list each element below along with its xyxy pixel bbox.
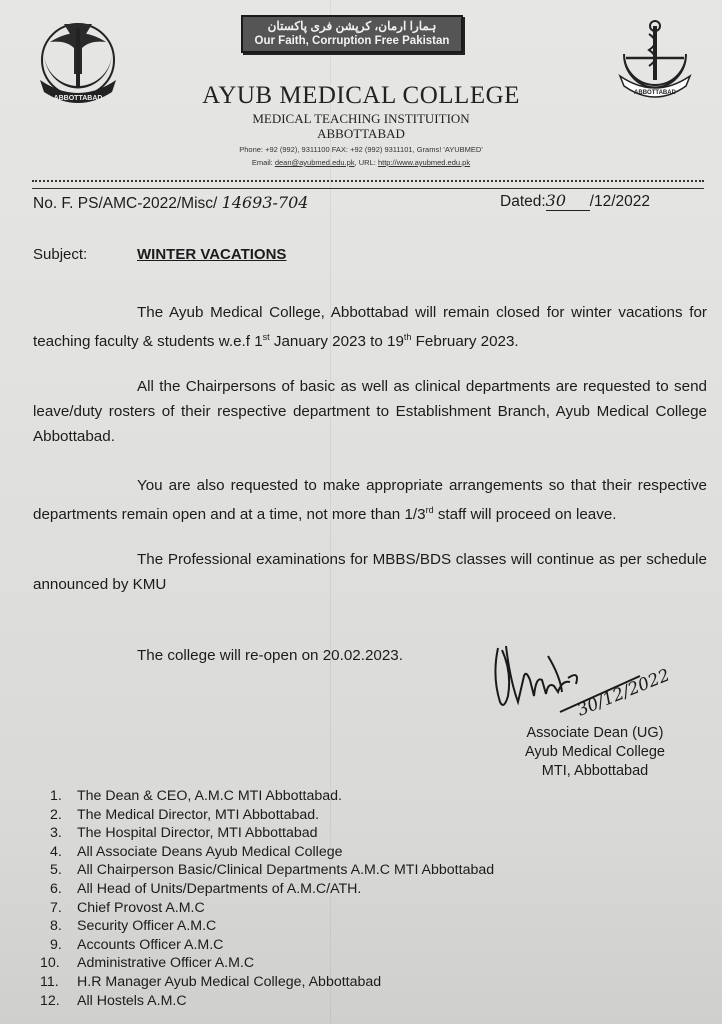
copy-to-number: 10.	[40, 955, 60, 972]
paragraph-arrangements	[33, 473, 707, 527]
logo-right-caption: ABBOTTABAD	[634, 90, 676, 96]
copy-to-number: 9.	[50, 936, 62, 953]
p1-text-c: February 2023.	[411, 333, 519, 351]
p1-text-a: The Ayub Medical College, Abbottabad will remain closed for winter vacations for teaching faculty & students w.e.f 1	[33, 304, 707, 351]
copy-to-text: H.R Manager Ayub Medical College, Abbottabad	[77, 973, 382, 990]
sub-institution: MEDICAL TEACHING INSTITUITION	[252, 111, 470, 126]
signatory-location: MTI, Abbottabad	[541, 763, 649, 779]
copy-to-item	[40, 992, 494, 1011]
copy-to-item	[40, 954, 494, 973]
signatory-institution: Ayub Medical College	[525, 744, 665, 760]
copy-to-text: Security Officer A.M.C	[77, 918, 217, 935]
motto-english: Our Faith, Corruption Free Pakistan	[254, 35, 450, 47]
reference-number	[33, 193, 308, 213]
copy-to-text: All Chairperson Basic/Clinical Departments A.M.C MTI Abbottabad	[77, 862, 495, 879]
copy-to-text: The Dean & CEO, A.M.C MTI Abbottabad.	[77, 788, 342, 804]
copy-to-text: Administrative Officer A.M.C	[77, 955, 255, 972]
copy-to-number: 2.	[50, 806, 62, 823]
dated-month-year: /12/2022	[589, 193, 651, 210]
copy-to-item	[40, 899, 494, 918]
copy-to-number: 5.	[50, 862, 62, 879]
dated-label: Dated:	[500, 193, 546, 210]
url-link[interactable]: http://www.ayubmed.edu.pk	[377, 158, 471, 167]
dated-day: 30	[546, 191, 590, 211]
copy-to-number: 3.	[50, 825, 62, 842]
copy-to-text: All Associate Deans Ayub Medical College	[77, 843, 343, 860]
logo-left-caption: ABBOTTABAD	[53, 95, 103, 102]
signatory-block	[480, 724, 710, 781]
p3-text-a: You are also requested to make appropriate arrangements so that their respective departments remain open and at a time, not more than 1/3	[33, 477, 707, 524]
copy-to-number: 4.	[50, 843, 62, 860]
copy-to-text: All Hostels A.M.C	[77, 992, 187, 1009]
p3-sup: rd	[425, 505, 434, 515]
paragraph-closure	[33, 300, 707, 354]
reference-prefix: No. F. PS/AMC-2022/Misc/	[33, 195, 222, 212]
subject-label: Subject:	[33, 246, 88, 263]
copy-to-item	[40, 824, 494, 843]
p1-sup-2: th	[403, 332, 412, 342]
paragraph-rosters: All the Chairpersons of basic as well as clinical departments are requested to send leave/duty rosters of their respective department to Establishment Branch, Ayub Medical College Abbottabad.	[33, 378, 707, 445]
copy-to-number: 6.	[50, 880, 62, 897]
copy-to-item	[40, 936, 494, 955]
copy-to-number: 1.	[50, 788, 62, 804]
copy-to-number: 8.	[50, 918, 62, 935]
institution-title: AYUB MEDICAL COLLEGE	[202, 82, 520, 109]
copy-to-text: The Medical Director, MTI Abbottabad.	[77, 806, 320, 823]
p1-sup-1: st	[262, 332, 270, 342]
copy-to-text: The Hospital Director, MTI Abbottabad	[77, 825, 318, 842]
motto-urdu: ہمارا ارمان، کرپشن فری پاکستان	[267, 19, 437, 33]
p3-text-b: staff will proceed on leave.	[433, 506, 617, 524]
copy-to-text: Chief Provost A.M.C	[77, 899, 205, 916]
copy-to-list	[40, 787, 494, 1010]
motto-banner	[241, 15, 463, 53]
subject-text: WINTER VACATIONS	[137, 246, 287, 263]
copy-to-item	[40, 973, 494, 992]
copy-to-number: 12.	[40, 992, 60, 1009]
header-dotted-divider	[32, 180, 704, 182]
city: ABBOTTABAD	[317, 126, 405, 141]
header-solid-divider	[32, 188, 704, 189]
email-link[interactable]: dean@ayubmed.edu.pk	[274, 158, 355, 167]
signature-mark	[490, 636, 710, 726]
signatory-title: Associate Dean (UG)	[526, 725, 664, 741]
date-line	[500, 191, 650, 211]
contact-phone: Phone: +92 (992), 9311100 FAX: +92 (992) 9311101, Grams! 'AYUBMED'	[239, 145, 483, 154]
copy-to-item	[40, 917, 494, 936]
copy-to-item	[40, 806, 494, 825]
copy-to-number: 11.	[40, 973, 59, 990]
copy-to-item	[40, 787, 494, 806]
copy-to-item	[40, 861, 494, 880]
email-label: Email:	[251, 158, 275, 167]
signature-date: 30/12/2022	[574, 665, 673, 721]
copy-to-text: Accounts Officer A.M.C	[77, 936, 224, 953]
copy-to-text: All Head of Units/Departments of A.M.C/ATH.	[77, 880, 362, 897]
paragraph-examinations: The Professional examinations for MBBS/BDS classes will continue as per schedule announced by KMU	[33, 551, 707, 593]
handwritten-reference: 14693-704	[221, 193, 309, 212]
copy-to-number: 7.	[50, 899, 62, 916]
url-label: , URL:	[354, 158, 378, 167]
paragraph-reopen: The college will re-open on 20.02.2023.	[137, 647, 403, 664]
p1-text-b: January 2023 to 19	[269, 333, 404, 351]
contact-email-url	[0, 158, 722, 167]
copy-to-item	[40, 843, 494, 862]
copy-to-item	[40, 880, 494, 899]
